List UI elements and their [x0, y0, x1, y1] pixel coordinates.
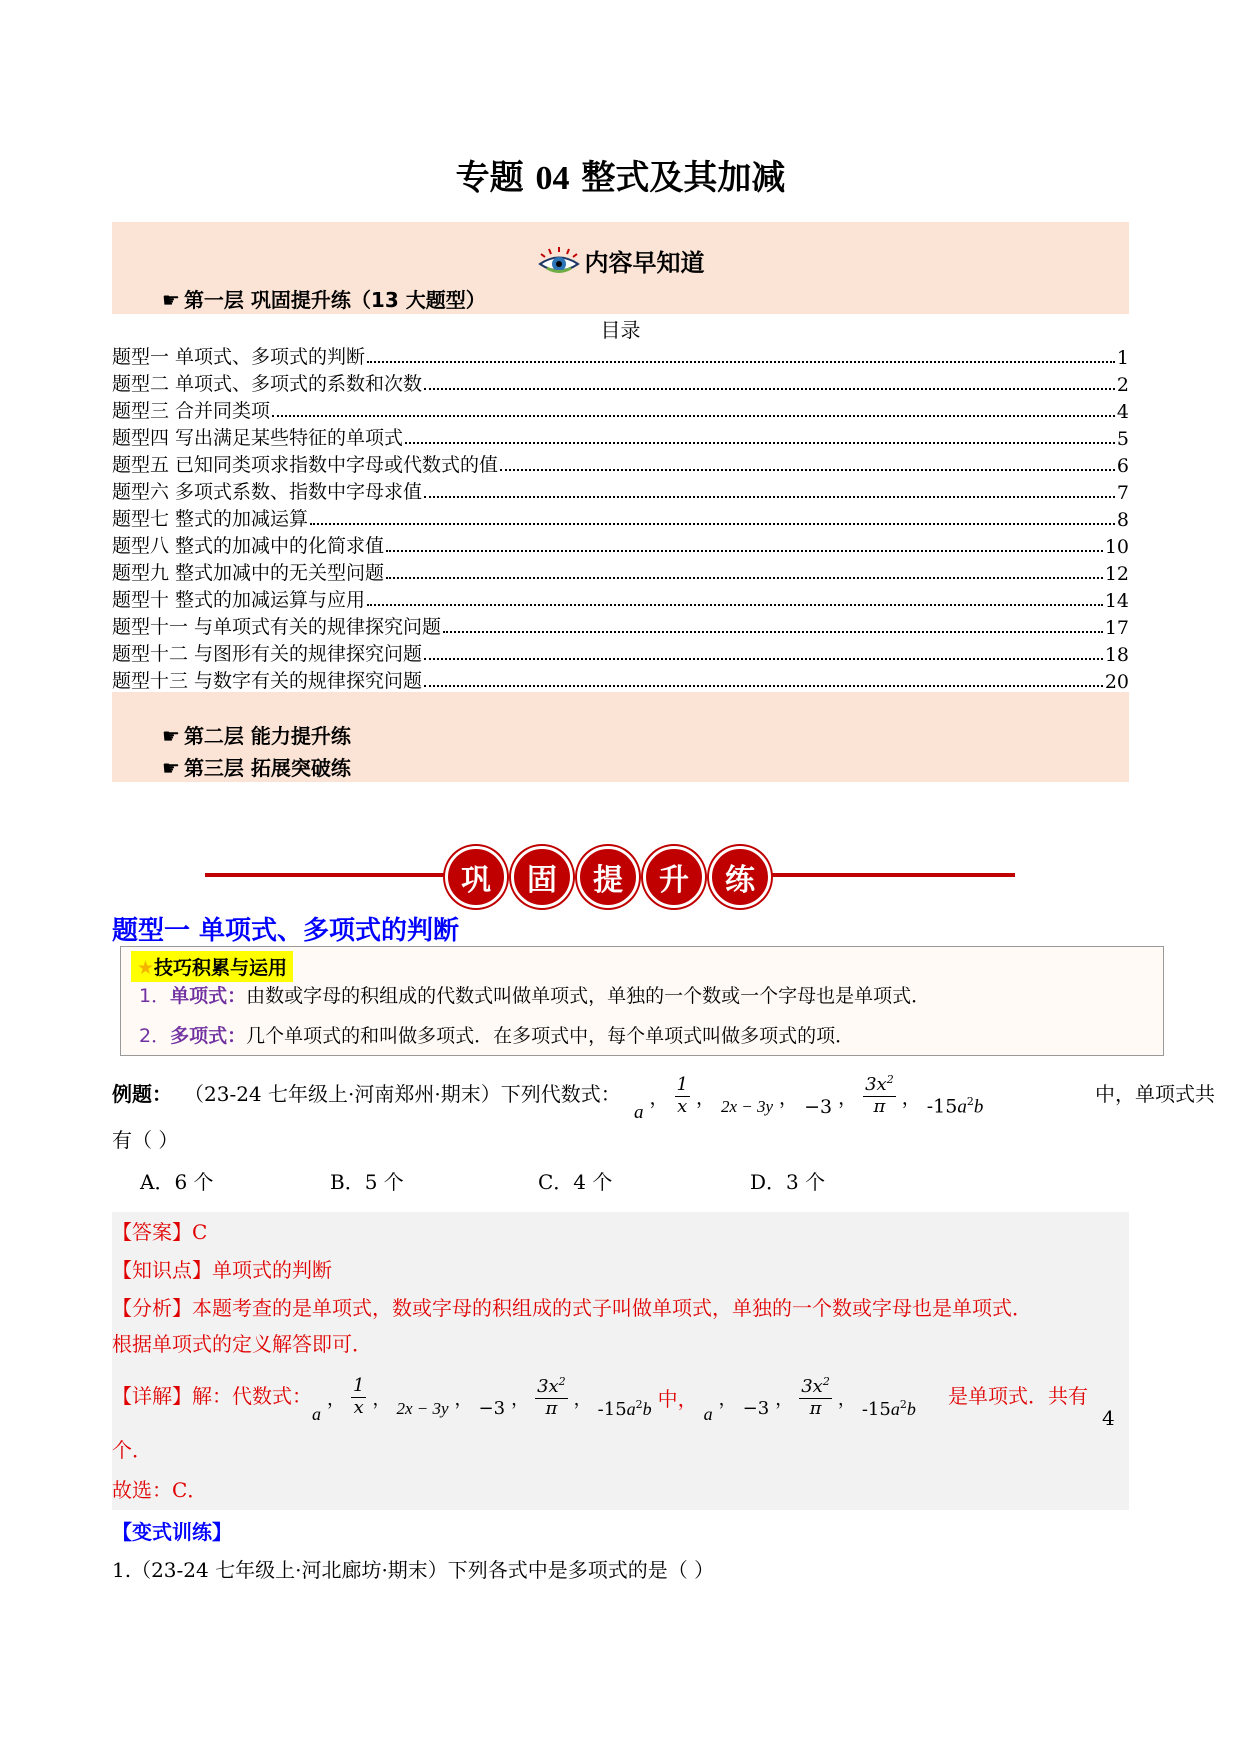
toc-item-page: 8 [1116, 509, 1129, 531]
answer-box [112, 1212, 1129, 1510]
toc-item-label: 题型十二 与图形有关的规律探究问题 [112, 643, 423, 665]
example-line-2: 有（ ） [112, 1128, 179, 1152]
section-banner [205, 846, 1015, 904]
tip-line-2: 2．多项式：几个单项式的和叫做多项式．在多项式中，每个单项式叫做多项式的项． [139, 1025, 855, 1047]
toc-layer-1: ☛ 第一层 巩固提升练（13 大题型） [162, 288, 486, 312]
pointing-hand-icon: ☛ [162, 724, 180, 748]
toc-item-label: 题型十 整式的加减运算与应用 [112, 589, 366, 611]
example-expressions: a ， $\frac{1}{x}$ ， 2x − 3y ， −3 ， $\frac{3x^2}{\pi}$ ， $-15a^2b$ [634, 1073, 984, 1123]
detail-expressions: a ， $\frac{1}{x}$ ， 2x − 3y ， −3 ， $\frac{3x^2}{\pi}$ ， $-15a^2b$ 中， a ， −3 ， $\frac{3x^2}{\pi}$ ， $-15a^2b$ [312, 1374, 916, 1424]
toc-item-label: 题型六 多项式系数、指数中字母求值 [112, 481, 423, 503]
toc-item[interactable] [112, 612, 1129, 639]
toc-layer-3: ☛ 第三层 拓展突破练 [162, 756, 351, 780]
detail-line: 【详解】解：代数式： a ， $\frac{1}{x}$ ， 2x − 3y ， −3 ， $\frac{3x^2}{\pi}$ ， $-15a^2b$ 中， a ， −3 ， $\frac{3x^2}{\pi}$ ， $-15a^2b$ 是单项式．共有 4 [112, 1372, 1129, 1432]
example-tail: 中，单项式共 [1095, 1082, 1215, 1106]
toc-leader [386, 577, 1103, 579]
page-title: 专题 04 整式及其加减 [455, 158, 786, 198]
toc-item-page: 6 [1116, 455, 1129, 477]
toc-leader [272, 415, 1115, 417]
banner-char: 巩 [445, 846, 507, 908]
toc-item-label: 题型八 整式的加减中的化简求值 [112, 535, 385, 557]
option-b: B．5 个 [330, 1170, 404, 1194]
toc-item[interactable] [112, 639, 1129, 666]
toc-leader [424, 388, 1115, 390]
toc-leader [424, 496, 1115, 498]
toc-item-page: 20 [1104, 671, 1129, 693]
toc-title: 目录 [600, 318, 641, 342]
toc-leader [424, 658, 1103, 660]
toc-item-page: 10 [1104, 536, 1129, 558]
toc-item[interactable] [112, 558, 1129, 585]
detail-end: 个． [112, 1438, 152, 1462]
toc-item[interactable] [112, 342, 1129, 369]
star-icon: ★ [137, 957, 155, 979]
toc-item-label: 题型九 整式加减中的无关型问题 [112, 562, 385, 584]
knowledge-point: 【知识点】单项式的判断 [112, 1258, 332, 1282]
example-source: （23-24 七年级上·河南郑州·期末）下列代数式： [184, 1082, 621, 1106]
toc-leader [443, 631, 1103, 633]
toc-item[interactable] [112, 585, 1129, 612]
toc-leader [386, 550, 1103, 552]
example-label: 例题： [112, 1082, 172, 1106]
toc-item-label: 题型十三 与数字有关的规律探究问题 [112, 670, 423, 692]
toc-item[interactable] [112, 477, 1129, 504]
toc-item[interactable] [112, 450, 1129, 477]
toc-panel [112, 222, 1129, 782]
analysis-line-1: 【分析】本题考查的是单项式，数或字母的积组成的式子叫做单项式，单独的一个数或字母也是单项式． [112, 1296, 1032, 1320]
toc-item-page: 1 [1116, 347, 1129, 369]
variant-heading: 【变式训练】 [112, 1520, 232, 1544]
toc-item-label: 题型三 合并同类项 [112, 400, 271, 422]
toc-item-label: 题型二 单项式、多项式的系数和次数 [112, 373, 423, 395]
toc-item-page: 7 [1116, 482, 1129, 504]
banner-line-left [205, 873, 445, 877]
option-d: D．3 个 [750, 1170, 826, 1194]
toc-item-page: 12 [1104, 563, 1129, 585]
example-options [140, 1166, 1040, 1196]
toc-item[interactable] [112, 666, 1129, 693]
toc-item-label: 题型四 写出满足某些特征的单项式 [112, 427, 404, 449]
toc-item-page: 4 [1116, 401, 1129, 423]
toc-leader [424, 685, 1103, 687]
toc-item[interactable] [112, 369, 1129, 396]
banner-char: 练 [709, 846, 771, 908]
toc-item-page: 17 [1104, 617, 1129, 639]
toc-item-page: 5 [1116, 428, 1129, 450]
banner-char: 升 [643, 846, 705, 908]
toc-item-label: 题型七 整式的加减运算 [112, 508, 309, 530]
toc-item[interactable] [112, 531, 1129, 558]
choose-line: 故选：C． [112, 1478, 208, 1502]
toc-item[interactable] [112, 504, 1129, 531]
toc-item[interactable] [112, 396, 1129, 423]
banner-line-right [765, 873, 1015, 877]
toc-item-page: 14 [1104, 590, 1129, 612]
answer-line: 【答案】C [112, 1220, 208, 1244]
pointing-hand-icon: ☛ [162, 288, 180, 312]
toc-leader [367, 604, 1103, 606]
toc-leader [500, 469, 1115, 471]
tip-box [120, 946, 1164, 1056]
section-heading: 题型一 单项式、多项式的判断 [112, 916, 460, 946]
toc-item-label: 题型十一 与单项式有关的规律探究问题 [112, 616, 442, 638]
banner-char: 固 [511, 846, 573, 908]
tip-tag: ★技巧积累与运用 [131, 951, 293, 982]
toc-item-page: 2 [1116, 374, 1129, 396]
option-a: A．6 个 [140, 1170, 214, 1194]
example-question [112, 1068, 1215, 1128]
toc-list [112, 342, 1129, 693]
eye-icon [537, 245, 581, 275]
tip-line-1: 1．单项式：由数或字母的积组成的代数式叫做单项式，单独的一个数或一个字母也是单项式． [139, 985, 931, 1007]
toc-leader [405, 442, 1115, 444]
toc-item[interactable] [112, 423, 1129, 450]
option-c: C．4 个 [538, 1170, 613, 1194]
banner-characters [445, 846, 771, 908]
pointing-hand-icon: ☛ [162, 756, 180, 780]
toc-heading: 内容早知道 [112, 238, 1129, 282]
banner-char: 提 [577, 846, 639, 908]
toc-item-page: 18 [1104, 644, 1129, 666]
variant-question-1: 1.（23-24 七年级上·河北廊坊·期末）下列各式中是多项式的是（ ） [112, 1558, 715, 1582]
toc-layer-2: ☛ 第二层 能力提升练 [162, 724, 351, 748]
toc-item-label: 题型一 单项式、多项式的判断 [112, 346, 366, 368]
toc-leader [310, 523, 1115, 525]
toc-leader [367, 361, 1115, 363]
analysis-line-2: 根据单项式的定义解答即可． [112, 1332, 372, 1356]
toc-item-label: 题型五 已知同类项求指数中字母或代数式的值 [112, 454, 499, 476]
